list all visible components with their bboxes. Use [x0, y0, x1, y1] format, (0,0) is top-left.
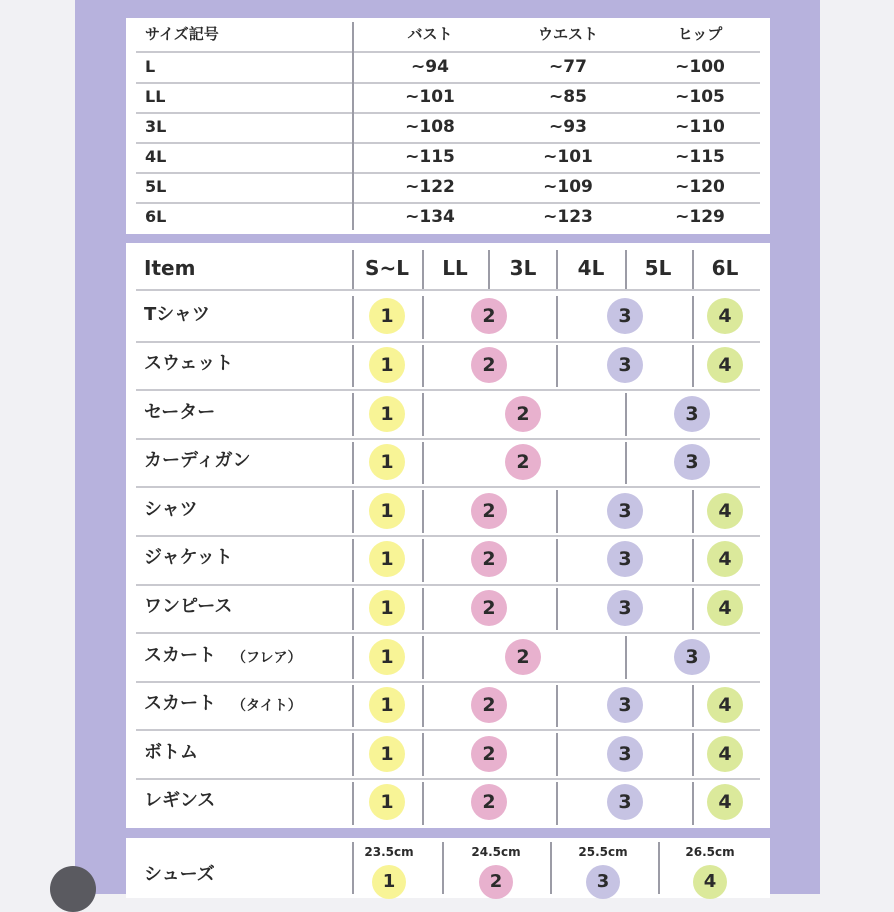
measurement-cell: ~122: [405, 176, 455, 197]
shoes-label: シューズ: [144, 864, 215, 886]
size-code-cell: 3L: [145, 117, 167, 137]
measurement-cell: ~101: [405, 86, 455, 107]
column-divider: [352, 296, 354, 339]
size-code-divider: [352, 22, 354, 230]
column-divider: [352, 345, 354, 388]
size-code-cell: 5L: [145, 177, 167, 197]
size-number-circle: 4: [707, 298, 743, 334]
row-divider: [136, 82, 760, 84]
size-number-circle: 1: [369, 736, 405, 772]
column-divider: [556, 782, 558, 825]
column-divider: [556, 733, 558, 776]
column-divider: [352, 782, 354, 825]
item-label: スウェット: [144, 353, 234, 374]
size-number-circle: 3: [607, 298, 643, 334]
column-divider: [692, 296, 694, 339]
column-header-bust: バスト: [407, 24, 453, 43]
size-number-circle: 4: [707, 590, 743, 626]
size-number-circle: 1: [369, 347, 405, 383]
shoe-size-circle: 3: [586, 865, 620, 899]
column-divider: [625, 442, 627, 485]
column-header-waist: ウエスト: [537, 24, 598, 43]
measurement-cell: ~85: [549, 86, 587, 107]
column-divider: [422, 685, 424, 728]
column-divider: [352, 685, 354, 728]
header-divider: [136, 289, 760, 291]
column-divider: [556, 296, 558, 339]
row-divider: [136, 438, 760, 440]
column-divider: [352, 636, 354, 679]
size-number-circle: 3: [607, 590, 643, 626]
row-divider: [136, 172, 760, 174]
column-header-size-code: サイズ記号: [145, 24, 219, 43]
row-divider: [136, 202, 760, 204]
size-number-circle: 1: [369, 784, 405, 820]
size-number-circle: 1: [369, 444, 405, 480]
column-divider: [352, 539, 354, 582]
column-divider: [422, 782, 424, 825]
column-header-size-6: 6L: [711, 256, 739, 280]
column-divider: [556, 685, 558, 728]
size-number-circle: 4: [707, 347, 743, 383]
size-number-circle: 4: [707, 493, 743, 529]
column-divider: [556, 539, 558, 582]
avatar: [50, 866, 96, 912]
size-number-circle: 1: [369, 590, 405, 626]
column-divider: [422, 733, 424, 776]
column-header-size-4: 4L: [577, 256, 605, 280]
size-number-circle: 2: [471, 541, 507, 577]
measurement-cell: ~115: [405, 146, 455, 167]
size-number-circle: 2: [471, 736, 507, 772]
column-divider: [692, 782, 694, 825]
size-number-circle: 4: [707, 687, 743, 723]
size-number-circle: 3: [607, 347, 643, 383]
shoe-size-label: 26.5cm: [685, 845, 735, 860]
size-number-circle: 4: [707, 784, 743, 820]
column-divider: [556, 345, 558, 388]
column-divider: [692, 539, 694, 582]
size-number-circle: 2: [471, 493, 507, 529]
measurement-cell: ~120: [675, 176, 725, 197]
column-divider: [422, 442, 424, 485]
size-number-circle: 3: [607, 493, 643, 529]
column-divider: [352, 490, 354, 533]
row-divider: [136, 681, 760, 683]
shoes-column-divider: [442, 842, 444, 894]
column-header-hip: ヒップ: [677, 24, 723, 43]
size-number-circle: 2: [471, 298, 507, 334]
item-label: スカート: [144, 644, 216, 666]
column-divider: [352, 733, 354, 776]
row-divider: [136, 486, 760, 488]
row-divider: [136, 142, 760, 144]
column-divider: [692, 345, 694, 388]
measurement-cell: ~101: [543, 146, 593, 167]
size-number-circle: 1: [369, 541, 405, 577]
column-divider: [625, 636, 627, 679]
column-divider: [692, 588, 694, 631]
item-label: Tシャツ: [144, 304, 210, 326]
size-code-cell: LL: [145, 87, 166, 107]
size-number-circle: 3: [607, 736, 643, 772]
column-header-size-5: 5L: [644, 256, 672, 280]
size-number-circle: 2: [505, 444, 541, 480]
size-number-circle: 1: [369, 687, 405, 723]
size-number-circle: 2: [471, 687, 507, 723]
shoe-size-label: 24.5cm: [471, 845, 521, 860]
size-number-circle: 3: [607, 687, 643, 723]
shoe-size-circle: 2: [479, 865, 513, 899]
size-number-circle: 3: [607, 784, 643, 820]
column-divider: [422, 296, 424, 339]
row-divider: [136, 389, 760, 391]
item-label: スカート: [144, 693, 216, 715]
size-code-cell: 4L: [145, 147, 167, 167]
header-column-divider: [488, 250, 490, 290]
size-number-circle: 3: [674, 639, 710, 675]
column-divider: [422, 588, 424, 631]
column-header-size-1: S~L: [365, 256, 409, 280]
shoe-size-label: 25.5cm: [578, 845, 628, 860]
size-code-cell: 6L: [145, 207, 167, 227]
measurement-cell: ~134: [405, 206, 455, 227]
measurement-cell: ~105: [675, 86, 725, 107]
measurement-cell: ~93: [549, 116, 587, 137]
size-number-circle: 2: [505, 639, 541, 675]
measurement-cell: ~129: [675, 206, 725, 227]
column-divider: [422, 393, 424, 436]
item-label: シャツ: [144, 498, 198, 520]
size-number-circle: 4: [707, 736, 743, 772]
column-divider: [556, 588, 558, 631]
size-number-circle: 2: [471, 347, 507, 383]
measurement-cell: ~94: [411, 56, 449, 77]
header-column-divider: [556, 250, 558, 290]
size-number-circle: 2: [471, 784, 507, 820]
item-label: ジャケット: [144, 547, 233, 569]
column-divider: [422, 345, 424, 388]
column-divider: [352, 588, 354, 631]
header-column-divider: [422, 250, 424, 290]
column-header-size-3: 3L: [509, 256, 537, 280]
item-label-note: （タイト）: [232, 698, 302, 715]
shoe-size-circle: 4: [693, 865, 727, 899]
header-column-divider: [692, 250, 694, 290]
size-number-circle: 1: [369, 298, 405, 334]
shoe-size-circle: 1: [372, 865, 406, 899]
measurement-cell: ~109: [543, 176, 593, 197]
measurement-cell: ~108: [405, 116, 455, 137]
measurement-cell: ~100: [675, 56, 725, 77]
size-number-circle: 2: [471, 590, 507, 626]
column-divider: [692, 490, 694, 533]
column-divider: [556, 490, 558, 533]
shoe-size-label: 23.5cm: [364, 845, 414, 860]
row-divider: [136, 584, 760, 586]
size-number-circle: 1: [369, 493, 405, 529]
row-divider: [136, 729, 760, 731]
header-column-divider: [625, 250, 627, 290]
measurement-cell: ~110: [675, 116, 725, 137]
shoes-column-divider: [352, 842, 354, 894]
header-divider: [136, 51, 760, 53]
column-divider: [625, 393, 627, 436]
item-label: ワンピース: [144, 596, 233, 617]
item-label: ボトム: [144, 741, 198, 763]
size-number-circle: 2: [505, 396, 541, 432]
size-code-cell: L: [145, 57, 156, 77]
column-divider: [422, 539, 424, 582]
item-label: カーディガン: [144, 450, 251, 472]
column-divider: [422, 636, 424, 679]
measurement-cell: ~123: [543, 206, 593, 227]
column-header-size-2: LL: [442, 256, 468, 280]
column-divider: [422, 490, 424, 533]
item-label-note: （フレア）: [232, 649, 302, 666]
column-header-item: Item: [144, 256, 196, 280]
size-number-circle: 3: [607, 541, 643, 577]
shoes-column-divider: [658, 842, 660, 894]
column-divider: [352, 442, 354, 485]
size-number-circle: 3: [674, 444, 710, 480]
item-label: レギンス: [144, 790, 216, 812]
size-number-circle: 1: [369, 639, 405, 675]
row-divider: [136, 112, 760, 114]
size-number-circle: 3: [674, 396, 710, 432]
measurement-cell: ~115: [675, 146, 725, 167]
shoes-column-divider: [550, 842, 552, 894]
size-number-circle: 1: [369, 396, 405, 432]
item-label: セーター: [144, 401, 216, 423]
row-divider: [136, 341, 760, 343]
row-divider: [136, 778, 760, 780]
column-divider: [692, 733, 694, 776]
row-divider: [136, 632, 760, 634]
column-divider: [352, 393, 354, 436]
measurement-cell: ~77: [549, 56, 587, 77]
size-number-circle: 4: [707, 541, 743, 577]
row-divider: [136, 535, 760, 537]
column-divider: [692, 685, 694, 728]
header-column-divider: [352, 250, 354, 290]
